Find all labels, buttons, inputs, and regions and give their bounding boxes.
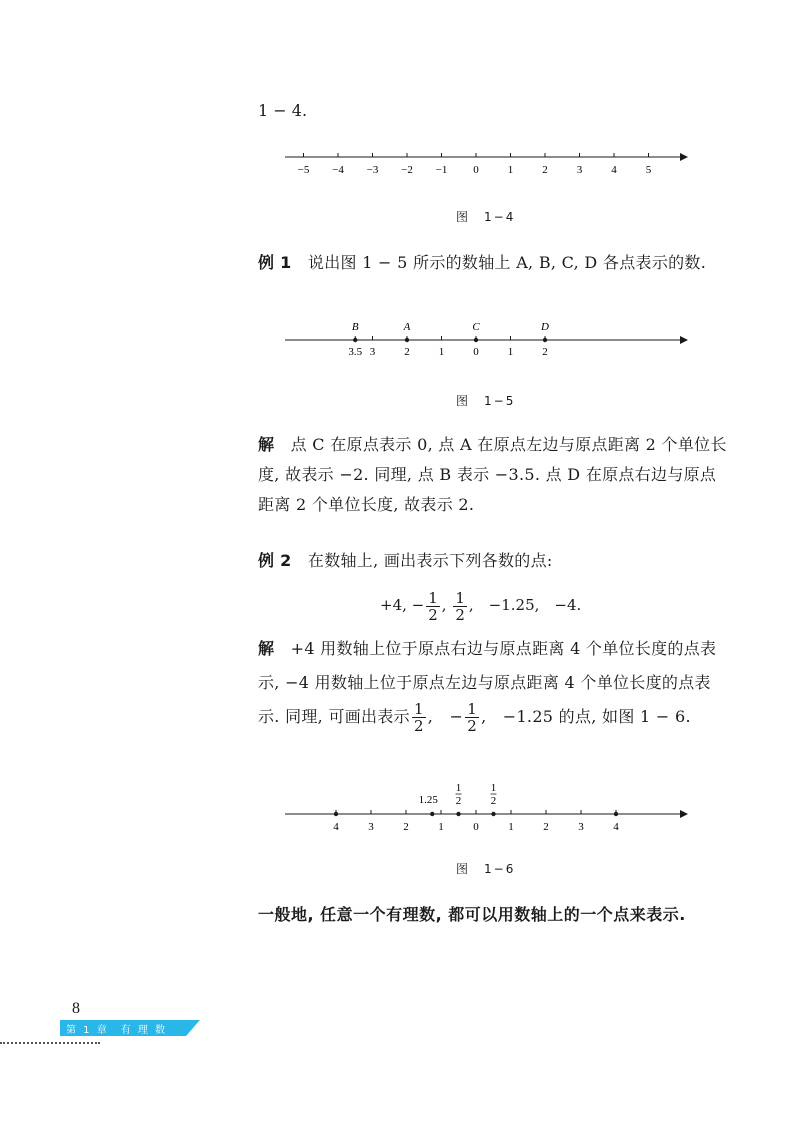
figure-caption: 图 1−4 [456,210,516,224]
tick-label: 4 [613,821,619,833]
figure-caption: 图 1−6 [456,862,516,876]
number-line-fig-1-5 [280,318,690,368]
conclusion: 一般地, 任意一个有理数, 都可以用数轴上的一个点来表示. [258,905,686,924]
tick-label: 1 [438,821,444,833]
solution-text: 点 C 在原点表示 0, 点 A 在原点左边与原点距离 2 个单位长度, 故表示 −2. 同理, 点 B 表示 −3.5. 点 D 在原点右边与原点距离 2 个单位长度, 故表示 2. [258,435,727,514]
point-label: A [403,321,411,333]
separator: , [427,707,434,726]
fraction-denominator: 2 [413,717,424,735]
tick-label: 2 [542,164,548,176]
separator: , [441,596,447,614]
point-a [405,338,409,342]
number-line-svg [280,780,690,840]
tick-label: 2 [403,821,409,833]
fraction-denominator: 2 [490,795,497,807]
tick-label: −2 [401,164,413,176]
tick-label: −5 [297,164,310,176]
minus-sign: − [411,596,425,614]
dotted-rule [0,1042,100,1044]
tick-label: −4 [332,164,344,176]
fraction-numerator: 1 [490,782,497,794]
tick-label: 2 [404,346,410,358]
solution-label: 解 [258,639,275,658]
plotted-point [430,812,434,816]
point-c [474,338,478,342]
axis-arrow [680,336,688,344]
point-label: C [472,321,480,333]
tick-label: 0 [473,346,479,358]
axis-arrow [680,153,688,161]
tick-label: 1 [507,346,514,358]
fraction-half [426,590,440,623]
fraction-half [453,590,467,623]
number-list [380,585,581,625]
number-rest: , −1.25, −4. [468,596,582,614]
page-number: 8 [72,1000,80,1017]
tick-label: 1 [438,346,445,358]
chapter-label: 第 1 章 有 理 数 [66,1025,168,1036]
plotted-point [614,812,618,816]
example-label: 例 2 [258,551,292,570]
tick-label: −3 [366,164,379,176]
example-label: 例 1 [258,253,292,272]
tick-label: 1 [507,164,514,176]
number-line-svg [280,145,690,185]
tick-label: 0 [473,164,479,176]
minus-sign: − [449,707,464,726]
point-d [543,338,547,342]
tick-label: 2 [542,346,548,358]
plotted-point [334,812,338,816]
fraction-numerator: 1 [428,588,438,607]
tick-label: 3 [576,164,583,176]
number-line-svg [280,318,690,368]
number-plus-four: +4, [380,596,407,614]
tick-label: 3 [368,821,374,833]
point-label: D [541,321,549,333]
tick-label: 3 [578,821,584,833]
fraction-denominator: 2 [455,605,465,624]
number-line-fig-1-4 [280,145,690,185]
fraction-numerator: 1 [467,700,478,718]
tick-label: 3 [369,346,376,358]
example-2 [258,546,728,576]
tick-label: 4 [611,164,617,176]
tick-label: 3.5 [348,346,363,358]
solution-label: 解 [258,435,275,454]
fraction-numerator: 1 [455,588,465,607]
example-text: 说出图 1 − 5 所示的数轴上 A, B, C, D 各点表示的数. [291,253,707,272]
number-line-fig-1-6 [280,780,690,840]
figure-caption: 图 1−5 [456,394,516,408]
solution-2 [258,632,728,734]
solution-text-1: +4 用数轴上位于原点右边与原点距离 4 个单位长度的点表示, −4 用数轴上位于原点左边与原点距离 4 个单位长度的点表示. 同理, 可画出表示 [258,639,717,726]
fraction-numerator: 1 [413,700,424,718]
point-label: B [351,321,359,333]
solution-text-3: , −1.25 的点, 如图 1 − 6. [481,707,691,726]
tick-label: 0 [473,821,479,833]
plotted-point [456,812,460,816]
text-fragment: 1 − 4. [258,101,308,120]
tick-label: 4 [333,821,339,833]
plotted-point [491,812,495,816]
solution-1 [258,430,728,520]
fraction-denominator: 2 [428,605,438,624]
tick-label: 2 [543,821,549,833]
fraction-denominator: 2 [455,795,462,807]
axis-arrow [680,810,688,818]
fraction-half [465,701,479,734]
point-b [353,338,357,342]
example-1 [258,248,728,278]
fraction-half [412,701,426,734]
fraction-numerator: 1 [455,782,462,794]
point-label: 1.25 [418,794,438,806]
tick-label: 5 [645,164,652,176]
tick-label: 1 [508,821,514,833]
fraction-denominator: 2 [467,717,478,735]
example-text: 在数轴上, 画出表示下列各数的点: [291,551,553,570]
tick-label: −1 [435,164,448,176]
